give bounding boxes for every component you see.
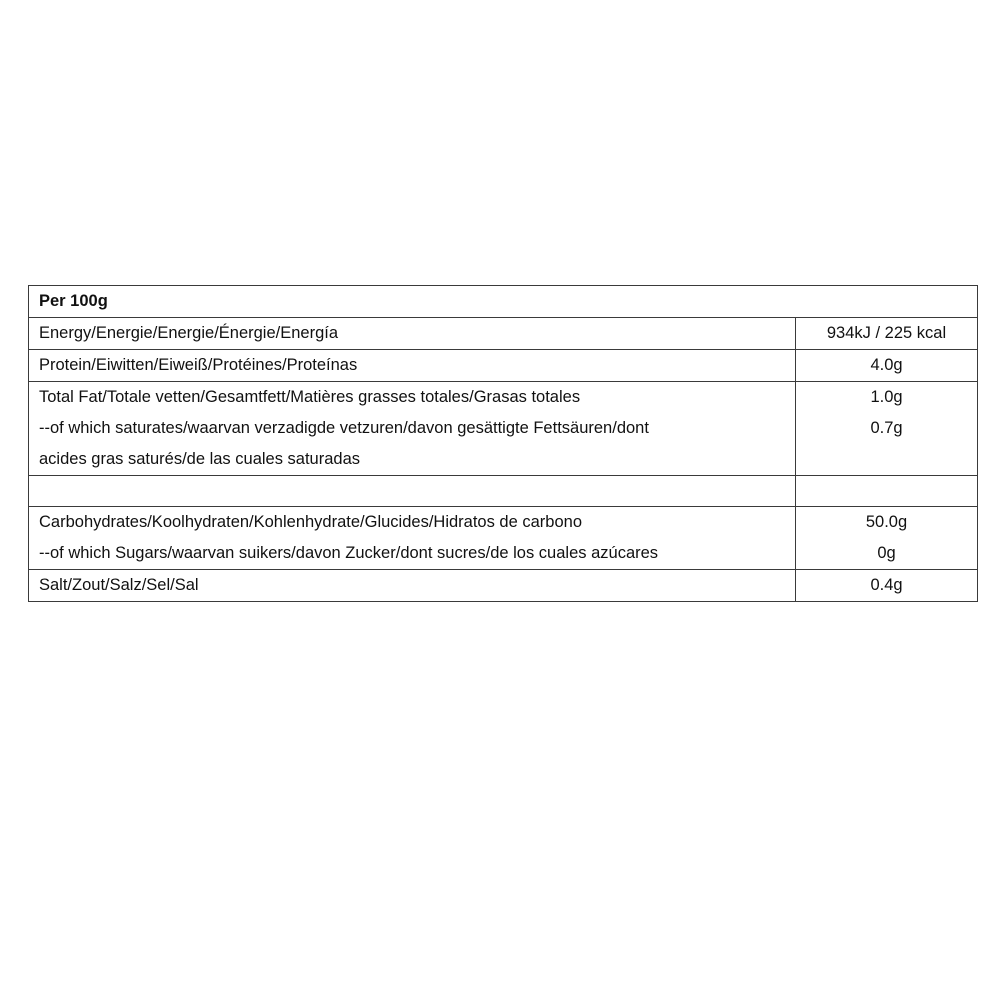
fat-label-cell	[29, 382, 796, 476]
carbohydrates-value-cell	[796, 507, 978, 570]
protein-value: 4.0g	[796, 350, 978, 382]
saturates-value: 0.7g	[870, 419, 903, 437]
sugars-value: 0g	[877, 544, 896, 562]
table-row-carbohydrates	[29, 507, 978, 570]
table-row-energy	[29, 318, 978, 350]
fat-value: 1.0g	[870, 388, 903, 406]
per-100g-header: Per 100g	[29, 286, 978, 318]
empty-value-cell	[796, 476, 978, 507]
fat-value-cell	[796, 382, 978, 476]
table-row-fat	[29, 382, 978, 476]
protein-label: Protein/Eiwitten/Eiweiß/Protéines/Proteínas	[29, 350, 796, 382]
table-row-protein	[29, 350, 978, 382]
table-row-salt	[29, 570, 978, 602]
empty-label-cell	[29, 476, 796, 507]
fat-label: Total Fat/Totale vetten/Gesamtfett/Matières grasses totales/Grasas totales	[39, 388, 581, 406]
carbohydrates-label: Carbohydrates/Koolhydraten/Kohlenhydrate/Glucides/Hidratos de carbono	[39, 513, 582, 531]
energy-value: 934kJ / 225 kcal	[796, 318, 978, 350]
saturates-label-line1: --of which saturates/waarvan verzadigde vetzuren/davon gesättigte Fettsäuren/dont	[39, 419, 649, 437]
carbohydrates-value: 50.0g	[865, 513, 908, 531]
energy-label: Energy/Energie/Energie/Énergie/Energía	[29, 318, 796, 350]
salt-value: 0.4g	[796, 570, 978, 602]
sugars-label: --of which Sugars/waarvan suikers/davon Zucker/dont sucres/de los cuales azúcares	[39, 544, 659, 562]
salt-label: Salt/Zout/Salz/Sel/Sal	[29, 570, 796, 602]
table-header-row	[29, 286, 978, 318]
saturates-label-line2: acides gras saturés/de las cuales saturadas	[39, 450, 361, 468]
table-row-empty	[29, 476, 978, 507]
nutrition-table	[28, 285, 978, 602]
carbohydrates-label-cell	[29, 507, 796, 570]
